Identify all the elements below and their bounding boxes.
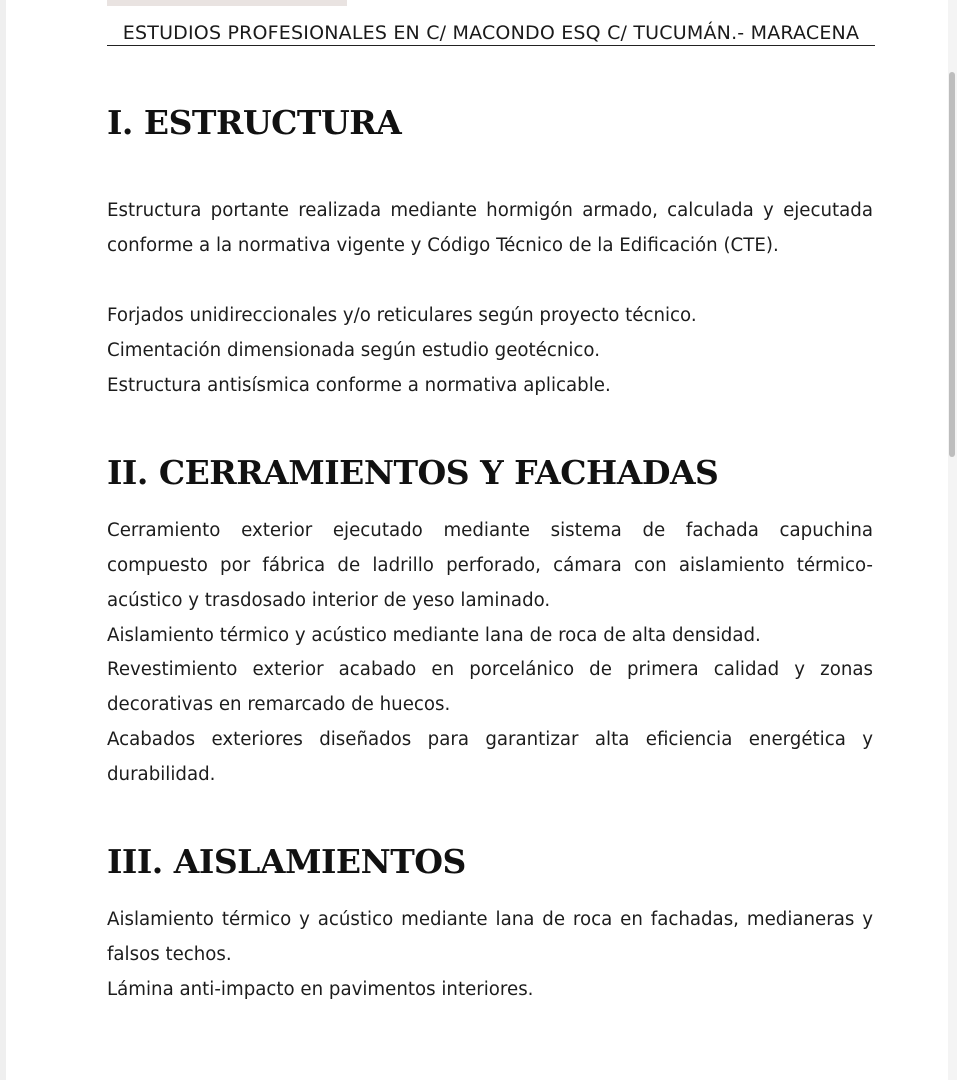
paragraph: Estructura antisísmica conforme a normativa aplicable. bbox=[107, 375, 611, 396]
paragraph: Aislamiento térmico y acústico mediante lana de roca de alta densidad. bbox=[107, 625, 761, 646]
paragraph: Cimentación dimensionada según estudio geotécnico. bbox=[107, 340, 601, 361]
paragraph: Forjados unidireccionales y/o reticulares según proyecto técnico. bbox=[107, 305, 697, 326]
document-header: ESTUDIOS PROFESIONALES EN C/ MACONDO ESQ C/ TUCUMÁN.- MARACENA bbox=[107, 22, 875, 46]
paragraph: Aislamiento térmico y acústico mediante lana de roca en fachadas, medianeras y falsos techos. bbox=[107, 909, 873, 965]
section-title-aislamientos: III. AISLAMIENTOS bbox=[107, 842, 466, 881]
page-left-edge bbox=[0, 0, 6, 1080]
paragraph: Cerramiento exterior ejecutado mediante sistema de fachada capuchina compuesto por fábrica de ladrillo perforado, cámara con aislamiento térmico-acústico y trasdosado interior de yeso laminado. bbox=[107, 520, 873, 611]
section-title-cerramientos: II. CERRAMIENTOS Y FACHADAS bbox=[107, 453, 719, 492]
paragraph: Acabados exteriores diseñados para garantizar alta eficiencia energética y durabilidad. bbox=[107, 729, 873, 785]
paragraph: Revestimiento exterior acabado en porcelánico de primera calidad y zonas decorativas en remarcado de huecos. bbox=[107, 659, 873, 715]
previous-page-strip bbox=[107, 0, 347, 6]
section-title-estructura: I. ESTRUCTURA bbox=[107, 103, 402, 142]
paragraph: Lámina anti-impacto en pavimentos interiores. bbox=[107, 979, 534, 1000]
scrollbar-thumb[interactable] bbox=[949, 72, 955, 457]
paragraph: Estructura portante realizada mediante hormigón armado, calculada y ejecutada conforme a la normativa vigente y Código Técnico de la Edificación (CTE). bbox=[107, 200, 873, 256]
